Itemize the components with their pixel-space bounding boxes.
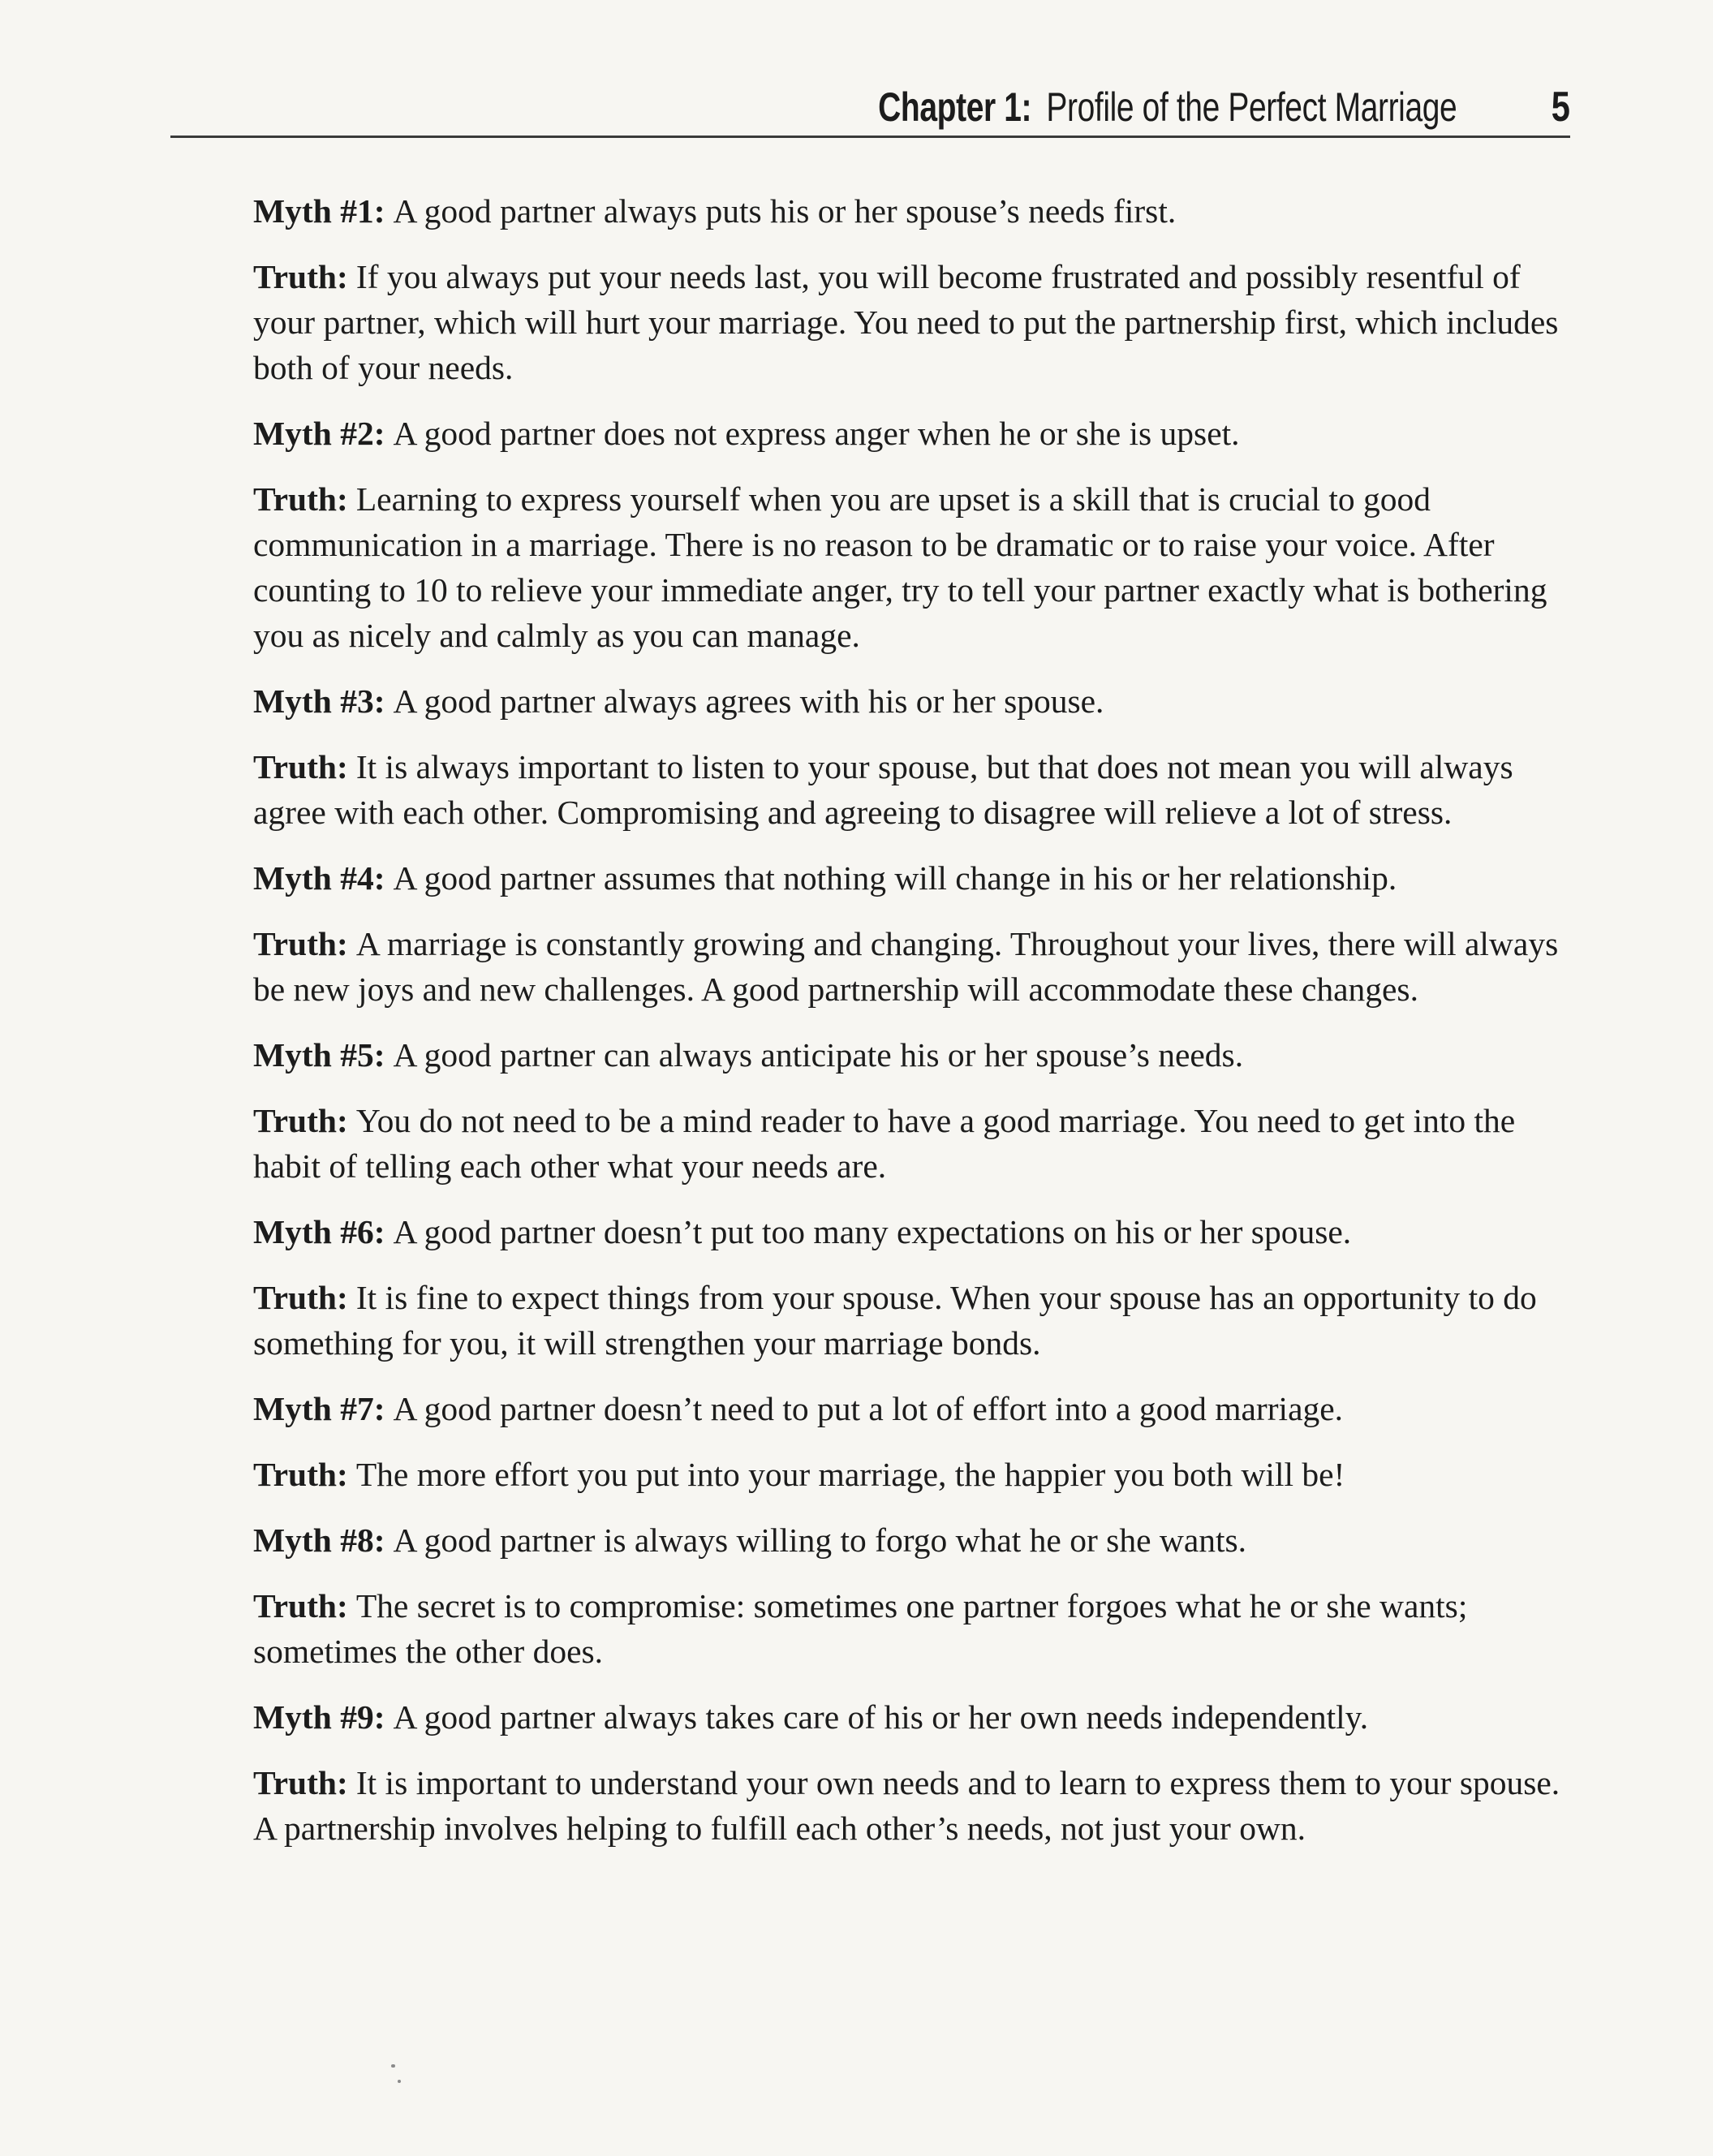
truth-4-text: A marriage is constantly growing and changing. Throughout your lives, there will always be new joys and new challenges. A good partnership will accommodate these changes. — [253, 925, 1559, 1008]
truth-9-term: Truth: — [253, 1764, 348, 1801]
truth-9-text: It is important to understand your own needs and to learn to express them to your spouse. A partnership involves helping to fulfill each other’s needs, not just your own. — [253, 1764, 1560, 1847]
chapter-heading — [878, 75, 1457, 140]
myth-5-paragraph — [253, 1032, 1568, 1078]
truth-6-term: Truth: — [253, 1279, 348, 1316]
myth-4-term: Myth #4: — [253, 859, 385, 897]
truth-5-text: You do not need to be a mind reader to have a good marriage. You need to get into the habit of telling each other what your needs are. — [253, 1102, 1516, 1185]
page-number: 5 — [1551, 84, 1570, 131]
truth-5-paragraph — [253, 1098, 1568, 1189]
myth-6-term: Myth #6: — [253, 1213, 385, 1250]
truth-4-term: Truth: — [253, 925, 348, 962]
myth-9-term: Myth #9: — [253, 1698, 385, 1736]
myth-8-term: Myth #8: — [253, 1521, 385, 1559]
scan-speck — [398, 2080, 401, 2083]
myth-2-term: Myth #2: — [253, 415, 385, 452]
body-text — [253, 188, 1568, 1871]
myth-1-paragraph — [253, 188, 1568, 234]
myth-2-paragraph — [253, 411, 1568, 456]
myth-7-paragraph — [253, 1386, 1568, 1431]
truth-3-text: It is always important to listen to your spouse, but that does not mean you will always agree with each other. Compromising and agreeing to disagree will relieve a lot of stress. — [253, 748, 1513, 831]
header-rule — [170, 136, 1570, 138]
truth-7-text: The more effort you put into your marriage, the happier you both will be! — [355, 1456, 1345, 1493]
myth-9-paragraph — [253, 1694, 1568, 1740]
truth-9-paragraph — [253, 1760, 1568, 1851]
truth-4-paragraph — [253, 921, 1568, 1012]
myth-3-term: Myth #3: — [253, 682, 385, 720]
myth-5-text: A good partner can always anticipate his or her spouse’s needs. — [393, 1036, 1244, 1074]
truth-5-term: Truth: — [253, 1102, 348, 1139]
truth-7-term: Truth: — [253, 1456, 348, 1493]
truth-8-term: Truth: — [253, 1587, 348, 1625]
truth-6-paragraph — [253, 1275, 1568, 1366]
myth-8-text: A good partner is always willing to forgo what he or she wants. — [393, 1521, 1247, 1559]
scan-speck — [391, 2064, 395, 2068]
myth-3-text: A good partner always agrees with his or her spouse. — [393, 682, 1104, 720]
myth-6-text: A good partner doesn’t put too many expectations on his or her spouse. — [393, 1213, 1352, 1250]
truth-2-text: Learning to express yourself when you are upset is a skill that is crucial to good communication in a marriage. There is no reason to be dramatic or to raise your voice. After counting to 10 to relieve your immediate anger, try to tell your partner exactly what is bothering you as nicely and calmly as you can manage. — [253, 480, 1547, 654]
truth-6-text: It is fine to expect things from your spouse. When your spouse has an opportunity to do something for you, it will strengthen your marriage bonds. — [253, 1279, 1537, 1362]
truth-7-paragraph — [253, 1452, 1568, 1497]
truth-8-text: The secret is to compromise: sometimes one partner forgoes what he or she wants; sometimes the other does. — [253, 1587, 1468, 1670]
myth-4-text: A good partner assumes that nothing will change in his or her relationship. — [393, 859, 1397, 897]
myth-4-paragraph — [253, 855, 1568, 901]
myth-8-paragraph — [253, 1517, 1568, 1563]
myth-1-term: Myth #1: — [253, 192, 385, 230]
myth-3-paragraph — [253, 678, 1568, 724]
chapter-title: Profile of the Perfect Marriage — [1046, 84, 1457, 130]
truth-1-text: If you always put your needs last, you will become frustrated and possibly resentful of your partner, which will hurt your marriage. You need to put the partnership first, which includes both of your needs. — [253, 258, 1559, 386]
myth-5-term: Myth #5: — [253, 1036, 385, 1074]
truth-1-term: Truth: — [253, 258, 348, 295]
truth-8-paragraph — [253, 1583, 1568, 1674]
myth-7-text: A good partner doesn’t need to put a lot of effort into a good marriage. — [393, 1390, 1344, 1427]
myth-9-text: A good partner always takes care of his or her own needs independently. — [393, 1698, 1369, 1736]
myth-6-paragraph — [253, 1209, 1568, 1254]
truth-1-paragraph — [253, 254, 1568, 390]
myth-7-term: Myth #7: — [253, 1390, 385, 1427]
truth-3-term: Truth: — [253, 748, 348, 785]
truth-2-term: Truth: — [253, 480, 348, 518]
myth-2-text: A good partner does not express anger when he or she is upset. — [393, 415, 1240, 452]
chapter-label: Chapter 1: — [877, 84, 1031, 130]
truth-2-paragraph — [253, 476, 1568, 658]
myth-1-text: A good partner always puts his or her spouse’s needs first. — [393, 192, 1177, 230]
running-head — [170, 75, 1570, 140]
truth-3-paragraph — [253, 744, 1568, 835]
